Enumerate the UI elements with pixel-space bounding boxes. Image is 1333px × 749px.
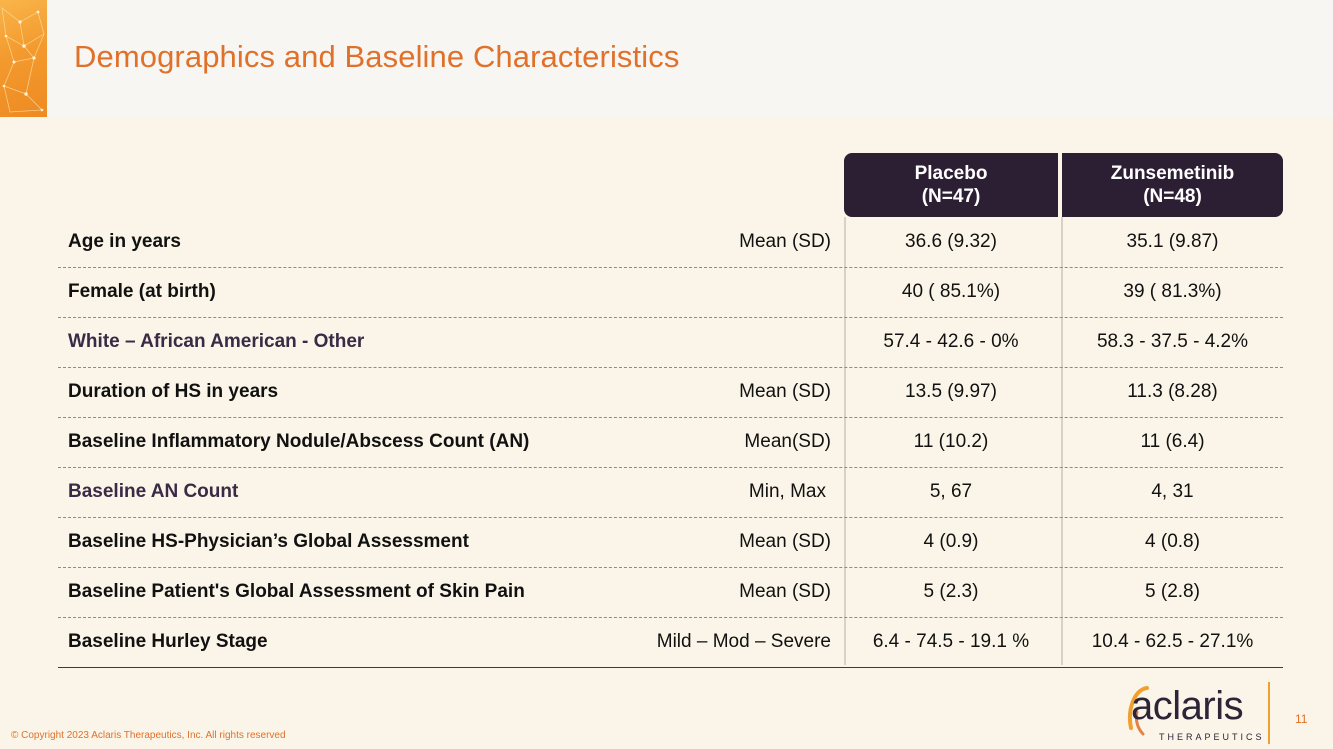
row-label: Baseline Patient's Global Assessment of Skin Pain	[68, 581, 525, 602]
zunsemetinib-value: 4 (0.8)	[1145, 531, 1200, 552]
row-stat: Mean (SD)	[739, 231, 831, 252]
row-stat: Mild – Mod – Severe	[656, 631, 831, 652]
zunsemetinib-value: 11 (6.4)	[1140, 431, 1205, 452]
placebo-value: 11 (10.2)	[913, 431, 989, 452]
row-stat: Mean (SD)	[739, 531, 831, 552]
footer-divider	[1268, 682, 1270, 744]
zunsemetinib-value: 11.3 (8.28)	[1127, 381, 1218, 402]
aclaris-logo	[1117, 682, 1265, 744]
slide-title: Demographics and Baseline Characteristics	[74, 39, 680, 74]
zunsemetinib-value: 10.4 - 62.5 - 27.1%	[1091, 631, 1254, 652]
zunsemetinib-value: 39 ( 81.3%)	[1123, 281, 1222, 302]
table-row-age	[58, 217, 1283, 268]
placebo-value: 4 (0.9)	[923, 531, 979, 552]
column-name: Placebo	[914, 163, 988, 184]
row-stat: Mean (SD)	[739, 381, 831, 402]
placebo-value: 13.5 (9.97)	[905, 381, 997, 402]
row-label: Baseline Hurley Stage	[68, 631, 268, 652]
zunsemetinib-value: 58.3 - 37.5 - 4.2%	[1096, 331, 1249, 352]
table-row-hs-pga	[58, 517, 1283, 568]
row-stat: Mean(SD)	[744, 431, 831, 452]
column-n: (N=47)	[921, 186, 981, 207]
column-name: Zunsemetinib	[1110, 163, 1235, 184]
row-label: Baseline AN Count	[68, 481, 239, 502]
zunsemetinib-value: 4, 31	[1151, 481, 1194, 502]
corner-network-graphic	[0, 0, 47, 117]
copyright-notice: © Copyright 2023 Aclaris Therapeutics, Inc. All rights reserved	[11, 730, 286, 741]
row-label: Age in years	[68, 231, 181, 252]
placebo-value: 5 (2.3)	[923, 581, 979, 602]
row-stat: Mean (SD)	[739, 581, 831, 602]
placebo-value: 5, 67	[929, 481, 973, 502]
zunsemetinib-value: 5 (2.8)	[1145, 581, 1200, 602]
placebo-value: 40 ( 85.1%)	[901, 281, 1001, 302]
slide-header	[0, 0, 1333, 117]
row-stat: Min, Max	[748, 481, 826, 502]
zunsemetinib-value: 35.1 (9.87)	[1126, 231, 1219, 252]
column-header-zunsemetinib	[1062, 153, 1283, 217]
row-label: Baseline Inflammatory Nodule/Abscess Count (AN)	[68, 431, 530, 452]
placebo-value: 36.6 (9.32)	[905, 231, 997, 252]
placebo-value: 57.4 - 42.6 - 0%	[883, 331, 1019, 352]
logo-wordmark: aclaris	[1131, 684, 1244, 728]
table-row-duration	[58, 367, 1283, 418]
table-row-race	[58, 317, 1283, 368]
page-number: 11	[1295, 712, 1308, 726]
row-label: Baseline HS-Physician’s Global Assessment	[68, 531, 469, 552]
placebo-value: 6.4 - 74.5 - 19.1 %	[872, 631, 1030, 652]
logo-subtitle: THERAPEUTICS	[1159, 732, 1265, 742]
row-label: Female (at birth)	[68, 281, 216, 302]
column-header-placebo	[844, 153, 1058, 217]
table-row-skin-pain	[58, 567, 1283, 618]
table-row-an-count	[58, 417, 1283, 468]
table-row-female	[58, 267, 1283, 318]
row-label: White – African American - Other	[68, 331, 365, 352]
column-n: (N=48)	[1143, 186, 1202, 207]
row-label: Duration of HS in years	[68, 381, 279, 402]
table-row-an-min-max	[58, 467, 1283, 518]
table-row-hurley	[58, 617, 1283, 668]
